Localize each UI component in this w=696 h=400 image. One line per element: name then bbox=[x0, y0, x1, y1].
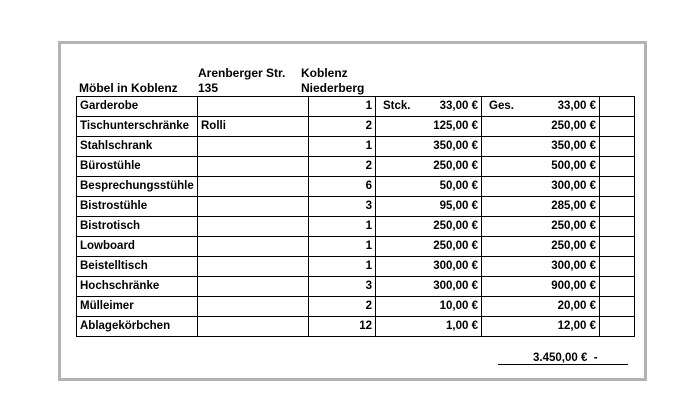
item-name: Bistrostühle bbox=[77, 197, 198, 217]
item-price-cell bbox=[376, 117, 482, 137]
table-row bbox=[77, 137, 635, 157]
city-line-1: Koblenz bbox=[301, 66, 348, 80]
item-price-cell bbox=[376, 297, 482, 317]
item-note bbox=[198, 257, 309, 277]
item-note bbox=[198, 297, 309, 317]
item-total-cell bbox=[482, 177, 600, 197]
unit-price: 50,00 € bbox=[439, 180, 478, 192]
unit-price: 300,00 € bbox=[433, 280, 478, 292]
empty-cell bbox=[600, 177, 635, 197]
item-note bbox=[198, 97, 309, 117]
item-total-cell bbox=[482, 197, 600, 217]
table-row bbox=[77, 297, 635, 317]
item-quantity: 1 bbox=[309, 257, 376, 277]
line-total: 285,00 € bbox=[551, 200, 596, 212]
item-name: Mülleimer bbox=[77, 297, 198, 317]
unit-price: 250,00 € bbox=[433, 220, 478, 232]
item-note bbox=[198, 157, 309, 177]
item-price-cell bbox=[376, 257, 482, 277]
item-total-cell bbox=[482, 317, 600, 337]
line-total: 900,00 € bbox=[551, 280, 596, 292]
item-quantity: 3 bbox=[309, 277, 376, 297]
item-note bbox=[198, 237, 309, 257]
line-total: 12,00 € bbox=[557, 320, 596, 332]
unit-price: 250,00 € bbox=[433, 160, 478, 172]
item-note: Rolli bbox=[198, 117, 309, 137]
company-title: Möbel in Koblenz bbox=[79, 81, 178, 95]
item-quantity: 1 bbox=[309, 217, 376, 237]
item-total-cell bbox=[482, 157, 600, 177]
empty-cell bbox=[600, 237, 635, 257]
line-total: 20,00 € bbox=[557, 300, 596, 312]
item-price-cell bbox=[376, 97, 482, 117]
item-name: Bürostühle bbox=[77, 157, 198, 177]
table-row bbox=[77, 217, 635, 237]
item-price-cell bbox=[376, 277, 482, 297]
grand-total-value: 3.450,00 € bbox=[533, 352, 588, 364]
item-quantity: 2 bbox=[309, 117, 376, 137]
item-price-cell bbox=[376, 137, 482, 157]
unit-price: 1,00 € bbox=[446, 320, 478, 332]
item-total-cell bbox=[482, 237, 600, 257]
table-row bbox=[77, 237, 635, 257]
empty-cell bbox=[600, 257, 635, 277]
item-quantity: 1 bbox=[309, 237, 376, 257]
unit-price: 300,00 € bbox=[433, 260, 478, 272]
item-quantity: 2 bbox=[309, 297, 376, 317]
item-quantity: 12 bbox=[309, 317, 376, 337]
item-quantity: 3 bbox=[309, 197, 376, 217]
item-total-cell bbox=[482, 277, 600, 297]
address-line-2: 135 bbox=[198, 81, 219, 95]
unit-price: 350,00 € bbox=[433, 140, 478, 152]
table-row bbox=[77, 177, 635, 197]
unit-price: 250,00 € bbox=[433, 240, 478, 252]
item-price-cell bbox=[376, 237, 482, 257]
item-total-cell bbox=[482, 297, 600, 317]
item-total-cell bbox=[482, 217, 600, 237]
item-note bbox=[198, 137, 309, 157]
item-note bbox=[198, 197, 309, 217]
unit-price: 33,00 € bbox=[439, 100, 478, 112]
item-note bbox=[198, 177, 309, 197]
unit-price: 95,00 € bbox=[439, 200, 478, 212]
grand-total bbox=[533, 351, 598, 365]
item-name: Lowboard bbox=[77, 237, 198, 257]
grand-total-suffix: - bbox=[593, 352, 598, 364]
item-price-cell bbox=[376, 317, 482, 337]
item-name: Ablagekörbchen bbox=[77, 317, 198, 337]
item-quantity: 1 bbox=[309, 137, 376, 157]
item-name: Beistelltisch bbox=[77, 257, 198, 277]
table-row bbox=[77, 97, 635, 117]
line-total: 350,00 € bbox=[551, 140, 596, 152]
empty-cell bbox=[600, 157, 635, 177]
item-note bbox=[198, 277, 309, 297]
empty-cell bbox=[600, 97, 635, 117]
item-total-cell bbox=[482, 97, 600, 117]
line-total: 33,00 € bbox=[557, 100, 596, 112]
unit-price: 10,00 € bbox=[439, 300, 478, 312]
empty-cell bbox=[600, 197, 635, 217]
item-price-cell bbox=[376, 197, 482, 217]
line-total: 250,00 € bbox=[551, 120, 596, 132]
line-total: 250,00 € bbox=[551, 240, 596, 252]
table-row bbox=[77, 317, 635, 337]
city-line-2: Niederberg bbox=[301, 81, 365, 95]
item-quantity: 6 bbox=[309, 177, 376, 197]
unit-label: Stck. bbox=[383, 100, 411, 112]
item-name: Stahlschrank bbox=[77, 137, 198, 157]
address-line-1: Arenberger Str. bbox=[198, 66, 286, 80]
item-name: Bistrotisch bbox=[77, 217, 198, 237]
item-total-cell bbox=[482, 257, 600, 277]
empty-cell bbox=[600, 297, 635, 317]
item-name: Garderobe bbox=[77, 97, 198, 117]
table-row bbox=[77, 197, 635, 217]
empty-cell bbox=[600, 317, 635, 337]
item-price-cell bbox=[376, 177, 482, 197]
item-price-cell bbox=[376, 157, 482, 177]
item-quantity: 1 bbox=[309, 97, 376, 117]
item-note bbox=[198, 317, 309, 337]
line-total: 250,00 € bbox=[551, 220, 596, 232]
total-label: Ges. bbox=[489, 100, 514, 112]
furniture-table bbox=[76, 96, 635, 337]
table-row bbox=[77, 277, 635, 297]
item-note bbox=[198, 217, 309, 237]
table-row bbox=[77, 117, 635, 137]
empty-cell bbox=[600, 117, 635, 137]
line-total: 300,00 € bbox=[551, 180, 596, 192]
item-total-cell bbox=[482, 117, 600, 137]
item-price-cell bbox=[376, 217, 482, 237]
table-row bbox=[77, 257, 635, 277]
line-total: 300,00 € bbox=[551, 260, 596, 272]
empty-cell bbox=[600, 137, 635, 157]
item-quantity: 2 bbox=[309, 157, 376, 177]
item-name: Tischunterschränke bbox=[77, 117, 198, 137]
item-name: Hochschränke bbox=[77, 277, 198, 297]
unit-price: 125,00 € bbox=[433, 120, 478, 132]
item-total-cell bbox=[482, 137, 600, 157]
table-row bbox=[77, 157, 635, 177]
line-total: 500,00 € bbox=[551, 160, 596, 172]
item-name: Besprechungsstühle bbox=[77, 177, 198, 197]
empty-cell bbox=[600, 277, 635, 297]
empty-cell bbox=[600, 217, 635, 237]
